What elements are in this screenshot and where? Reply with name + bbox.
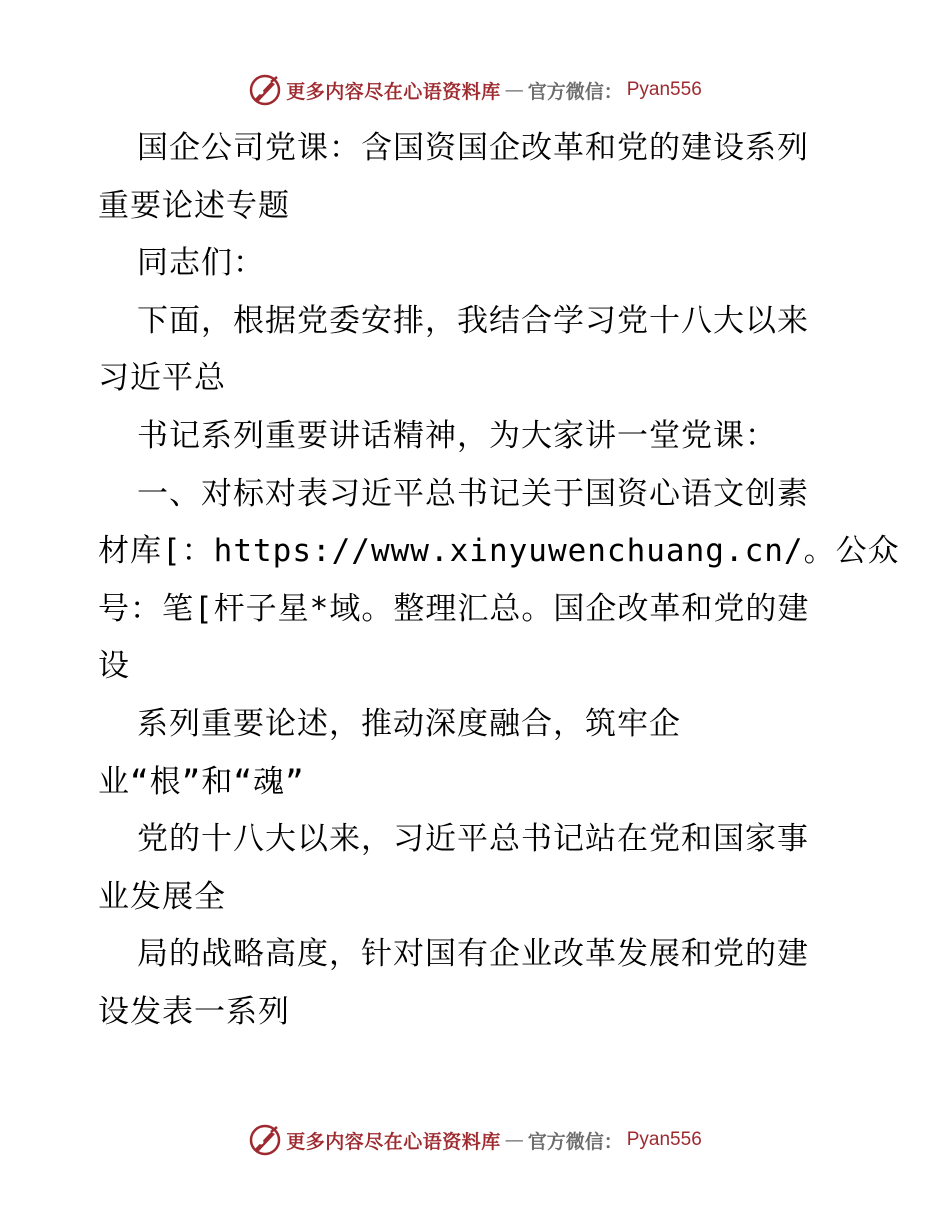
banner-sub-text: 官方微信： <box>527 1130 623 1153</box>
banner-account-id: Pyan556 <box>626 1129 702 1150</box>
banner-separator: — <box>504 79 524 101</box>
quill-pen-logo-icon <box>248 1123 282 1157</box>
paragraph-line: 材库[：https://www.xinyuwenchuang.cn/。公众 <box>98 533 900 570</box>
salutation: 同志们： <box>137 245 265 282</box>
banner-account-id: Pyan556 <box>626 79 702 100</box>
quill-pen-logo-icon <box>248 73 282 107</box>
banner-main-text: 更多内容尽在心语资料库 <box>286 80 501 103</box>
paragraph-line: 号：笔[杆子星*域。整理汇总。国企改革和党的建 <box>98 590 810 627</box>
banner-separator: — <box>504 1129 524 1151</box>
paragraph-line: 书记系列重要讲话精神，为大家讲一堂党课： <box>137 417 777 454</box>
header-banner <box>0 70 950 110</box>
footer-banner <box>0 1120 950 1160</box>
paragraph-line: 业发展全 <box>98 878 226 915</box>
paragraph-line: 下面，根据党委安排，我结合学习党十八大以来 <box>137 302 809 339</box>
title-line-1: 国企公司党课：含国资国企改革和党的建设系列 <box>137 130 809 166</box>
paragraph-line: 系列重要论述，推动深度融合，筑牢企 <box>137 705 681 742</box>
banner-sub-text: 官方微信： <box>527 80 623 103</box>
paragraph-line: 党的十八大以来，习近平总书记站在党和国家事 <box>137 821 809 858</box>
title-line-2: 重要论述专题 <box>98 187 290 224</box>
paragraph-line: 业“根”和“魂” <box>98 763 305 800</box>
paragraph-line: 设 <box>98 648 130 685</box>
paragraph-line: 习近平总 <box>98 360 226 397</box>
banner-main-text: 更多内容尽在心语资料库 <box>286 1130 501 1153</box>
document-body <box>98 120 900 1042</box>
section-heading-line: 一、对标对表习近平总书记关于国资心语文创素 <box>137 475 809 512</box>
paragraph-line: 局的战略高度，针对国有企业改革发展和党的建 <box>137 936 809 973</box>
paragraph-line: 设发表一系列 <box>98 993 290 1030</box>
